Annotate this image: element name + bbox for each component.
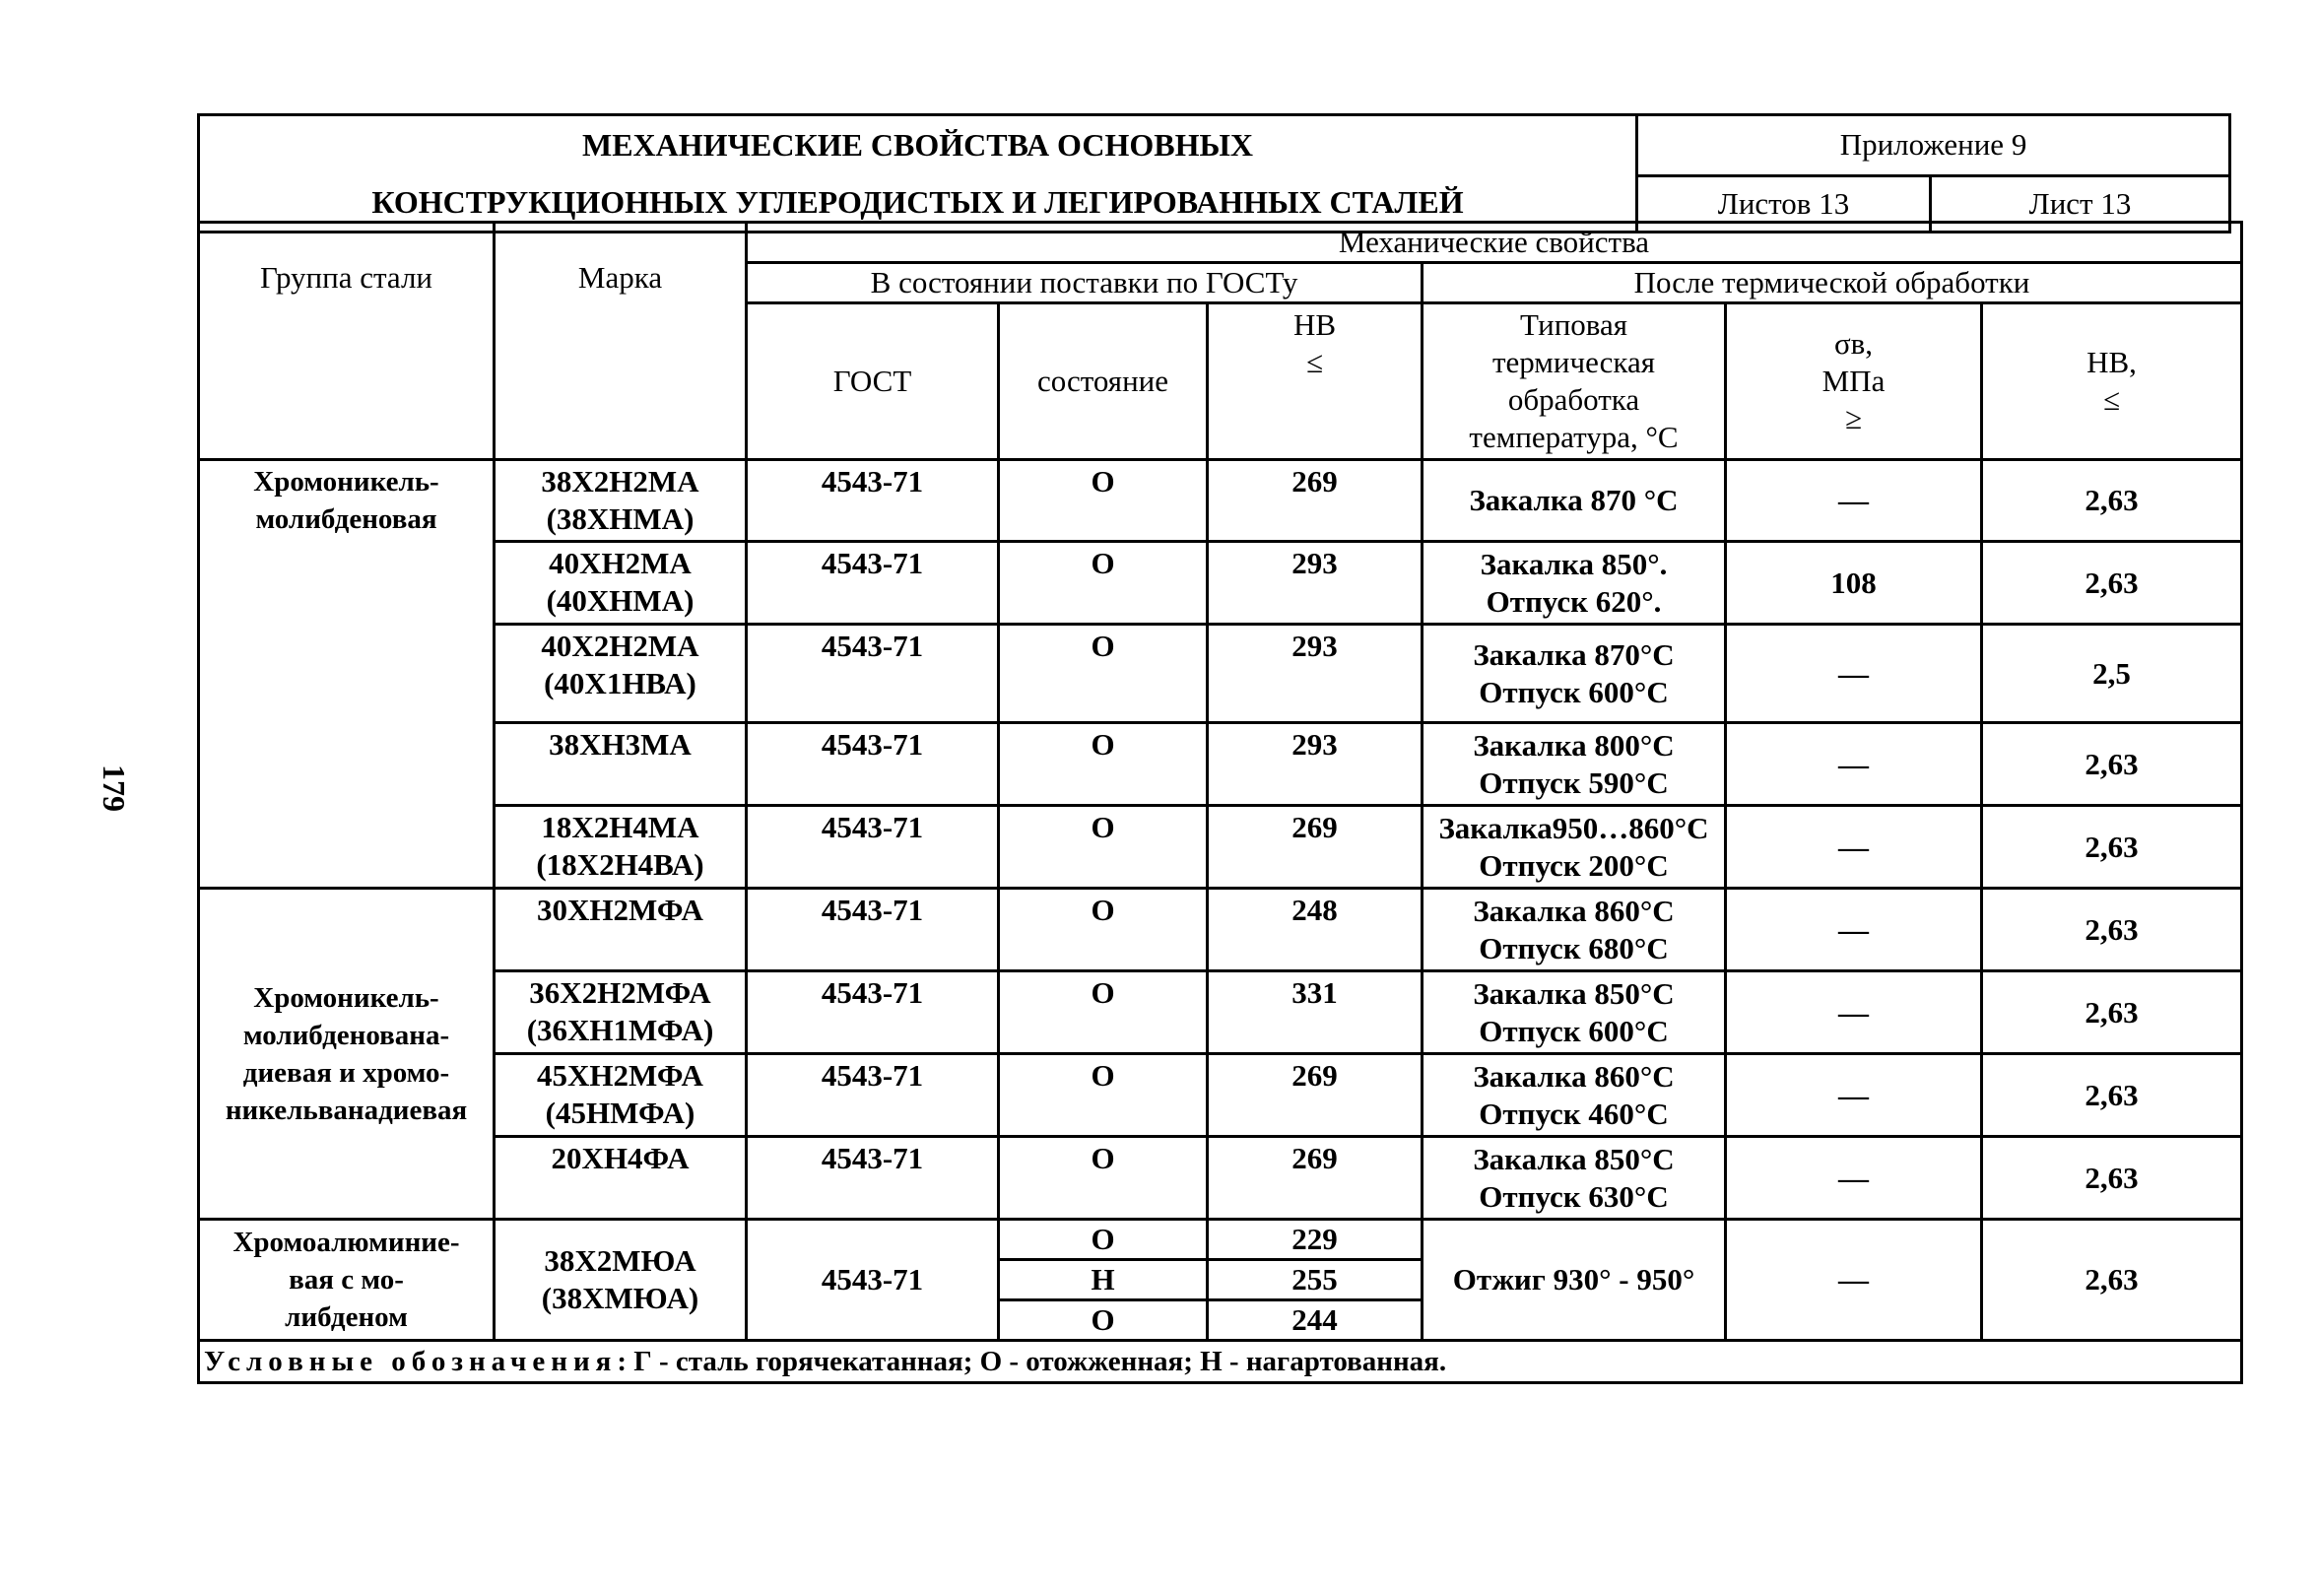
delivery-state: Н [999, 1260, 1208, 1300]
delivery-state: О [999, 1054, 1208, 1137]
steel-group [199, 460, 495, 889]
tensile-strength: — [1726, 1220, 1982, 1341]
group-name-line: Хромоалюминие- [232, 1227, 460, 1258]
heat-line: Отпуск 600°С [1479, 1013, 1669, 1048]
heat-treatment [1423, 889, 1726, 971]
title-line-1: МЕХАНИЧЕСКИЕ СВОЙСТВА ОСНОВНЫХ [582, 127, 1253, 163]
col-header-mech-props: Механические свойства [747, 223, 2242, 263]
table-row [199, 971, 2242, 1054]
col-header-gost: ГОСТ [747, 303, 999, 460]
heat-line: Закалка 850°С [1473, 1141, 1675, 1176]
hb-delivered: 293 [1208, 625, 1423, 723]
grade-line: 36Х2Н2МФА [529, 975, 711, 1010]
steel-properties-table [197, 221, 2243, 1384]
steel-grade [495, 1220, 747, 1341]
hb-after-treatment: 2,63 [1982, 723, 2242, 806]
delivery-state: О [999, 971, 1208, 1054]
delivery-state: О [999, 1300, 1208, 1341]
table-row [199, 542, 2242, 625]
grade-line: (38ХМЮА) [541, 1281, 699, 1315]
delivery-state: О [999, 889, 1208, 971]
col-header-after-heat: После термической обработки [1423, 263, 2242, 303]
hb-delivered: 248 [1208, 889, 1423, 971]
hb-delivered: 244 [1208, 1300, 1423, 1341]
gost-number: 4543-71 [747, 542, 999, 625]
col-header-heat-treatment: Типовая термическая обработка температура, °С [1423, 303, 1726, 460]
heat-line: Закалка 800°С [1473, 727, 1675, 763]
group-name-line: вая с мо- [289, 1264, 404, 1296]
tensile-strength: — [1726, 723, 1982, 806]
tensile-strength: 108 [1726, 542, 1982, 625]
col-header-sigma: σв, МПа ≥ [1726, 303, 1982, 460]
heat-treatment [1423, 1220, 1726, 1341]
delivery-state: О [999, 1220, 1208, 1260]
gost-number: 4543-71 [747, 889, 999, 971]
gost-number: 4543-71 [747, 1137, 999, 1220]
grade-line: (45НМФА) [545, 1096, 695, 1130]
heat-line: Отпуск 200°С [1479, 847, 1669, 883]
heat-line: Отпуск 680°С [1479, 930, 1669, 965]
heat-line: Отпуск 620°. [1486, 583, 1662, 619]
heat-treatment [1423, 806, 1726, 889]
legend-text: : Г - сталь горячекатанная; О - отожженная; Н - нагартованная. [617, 1346, 1447, 1377]
table-row [199, 1054, 2242, 1137]
delivery-state: О [999, 723, 1208, 806]
steel-grade [495, 971, 747, 1054]
steel-grade [495, 625, 747, 723]
gost-number: 4543-71 [747, 1054, 999, 1137]
table-row [199, 806, 2242, 889]
hb-after-treatment: 2,63 [1982, 806, 2242, 889]
steel-grade [495, 460, 747, 542]
grade-line: 38Х2МЮА [544, 1243, 696, 1278]
gost-number: 4543-71 [747, 460, 999, 542]
document-header [197, 113, 2231, 233]
steel-grade [495, 889, 747, 971]
col-header-group: Группа стали [199, 223, 495, 460]
col-header-hb-after: НВ, ≤ [1982, 303, 2242, 460]
delivery-state: О [999, 460, 1208, 542]
gost-number: 4543-71 [747, 723, 999, 806]
table-row [199, 889, 2242, 971]
col-header-hb: НВ ≤ [1208, 303, 1423, 460]
hb-after-treatment: 2,5 [1982, 625, 2242, 723]
tensile-strength: — [1726, 625, 1982, 723]
group-name-line: молибденована- [242, 1019, 450, 1051]
legend-label: Условные обозначения [204, 1346, 618, 1377]
gost-number: 4543-71 [747, 1220, 999, 1341]
grade-line: (38ХНМА) [546, 501, 695, 536]
sheet-number: Лист 13 [1931, 175, 2230, 232]
hb-delivered: 293 [1208, 542, 1423, 625]
title-line-2: КОНСТРУКЦИОННЫХ УГЛЕРОДИСТЫХ И ЛЕГИРОВАННЫХ СТАЛЕЙ [371, 184, 1464, 220]
tensile-strength: — [1726, 460, 1982, 542]
tensile-strength: — [1726, 889, 1982, 971]
steel-grade [495, 723, 747, 806]
steel-group [199, 1220, 495, 1341]
grade-line: (36ХН1МФА) [526, 1013, 714, 1047]
steel-grade [495, 542, 747, 625]
hb-after-treatment: 2,63 [1982, 1054, 2242, 1137]
heat-treatment [1423, 542, 1726, 625]
grade-line: 45ХН2МФА [537, 1058, 703, 1093]
steel-group [199, 889, 495, 1220]
heat-line: Отжиг 930° - 950° [1452, 1262, 1695, 1297]
hb-delivered: 269 [1208, 1137, 1423, 1220]
heat-line: Закалка 850°. [1480, 546, 1668, 581]
grade-line: (40Х1НВА) [544, 666, 696, 700]
delivery-state: О [999, 806, 1208, 889]
document-title [199, 115, 1637, 233]
gost-number: 4543-71 [747, 625, 999, 723]
group-name-line: молибденовая [255, 503, 437, 535]
tensile-strength: — [1726, 971, 1982, 1054]
group-name-line: Хромоникель- [253, 466, 439, 498]
grade-line: 30ХН2МФА [537, 893, 703, 927]
hb-delivered: 331 [1208, 971, 1423, 1054]
heat-treatment [1423, 625, 1726, 723]
hb-delivered: 269 [1208, 460, 1423, 542]
heat-line: Отпуск 460°С [1479, 1096, 1669, 1131]
heat-treatment [1423, 1137, 1726, 1220]
delivery-state: О [999, 1137, 1208, 1220]
legend [199, 1341, 2242, 1383]
grade-line: 40Х2Н2МА [541, 629, 699, 663]
group-name-line: Хромоникель- [253, 981, 439, 1014]
hb-after-treatment: 2,63 [1982, 889, 2242, 971]
heat-line: Закалка 850°С [1473, 975, 1675, 1011]
tensile-strength: — [1726, 1054, 1982, 1137]
hb-delivered: 255 [1208, 1260, 1423, 1300]
col-header-grade: Марка [495, 223, 747, 460]
delivery-state: О [999, 542, 1208, 625]
table-row [199, 1137, 2242, 1220]
heat-line: Отпуск 600°С [1479, 674, 1669, 709]
heat-line: Закалка950…860°С [1438, 810, 1709, 845]
table-row [199, 723, 2242, 806]
col-header-state: состояние [999, 303, 1208, 460]
steel-grade [495, 806, 747, 889]
table-row [199, 460, 2242, 542]
gost-number: 4543-71 [747, 971, 999, 1054]
hb-after-treatment: 2,63 [1982, 971, 2242, 1054]
grade-line: 20ХН4ФА [551, 1141, 690, 1175]
steel-grade [495, 1137, 747, 1220]
grade-line: (40ХНМА) [546, 583, 695, 618]
group-name-line: либденом [285, 1301, 408, 1333]
hb-delivered: 269 [1208, 806, 1423, 889]
heat-treatment [1423, 1054, 1726, 1137]
grade-line: 40ХН2МА [549, 546, 692, 580]
heat-treatment [1423, 723, 1726, 806]
tensile-strength: — [1726, 1137, 1982, 1220]
tensile-strength: — [1726, 806, 1982, 889]
hb-delivered: 269 [1208, 1054, 1423, 1137]
appendix-label: Приложение 9 [1637, 115, 2230, 176]
hb-after-treatment: 2,63 [1982, 542, 2242, 625]
grade-line: 38ХН3МА [549, 727, 692, 762]
heat-line: Закалка 870°С [1473, 636, 1675, 672]
page-number: 179 [97, 765, 133, 812]
gost-number: 4543-71 [747, 806, 999, 889]
heat-line: Отпуск 630°С [1479, 1178, 1669, 1214]
col-header-as-delivered: В состоянии поставки по ГОСТу [747, 263, 1423, 303]
hb-delivered: 293 [1208, 723, 1423, 806]
heat-line: Закалка 870 °С [1469, 483, 1679, 517]
hb-after-treatment: 2,63 [1982, 1220, 2242, 1341]
hb-after-treatment: 2,63 [1982, 1137, 2242, 1220]
heat-line: Закалка 860°С [1473, 1058, 1675, 1094]
grade-line: 18Х2Н4МА [541, 810, 699, 844]
grade-line: (18Х2Н4ВА) [536, 847, 704, 882]
grade-line: 38Х2Н2МА [541, 464, 699, 499]
sheets-total: Листов 13 [1637, 175, 1931, 232]
table-row [199, 1220, 2242, 1260]
heat-treatment [1423, 971, 1726, 1054]
heat-line: Закалка 860°С [1473, 893, 1675, 928]
heat-line: Отпуск 590°С [1479, 765, 1669, 800]
hb-delivered: 229 [1208, 1220, 1423, 1260]
steel-grade [495, 1054, 747, 1137]
delivery-state: О [999, 625, 1208, 723]
group-name-line: диевая и хромо- [242, 1056, 450, 1089]
table-row [199, 625, 2242, 723]
heat-treatment [1423, 460, 1726, 542]
hb-after-treatment: 2,63 [1982, 460, 2242, 542]
group-name-line: никельванадиевая [225, 1094, 468, 1126]
